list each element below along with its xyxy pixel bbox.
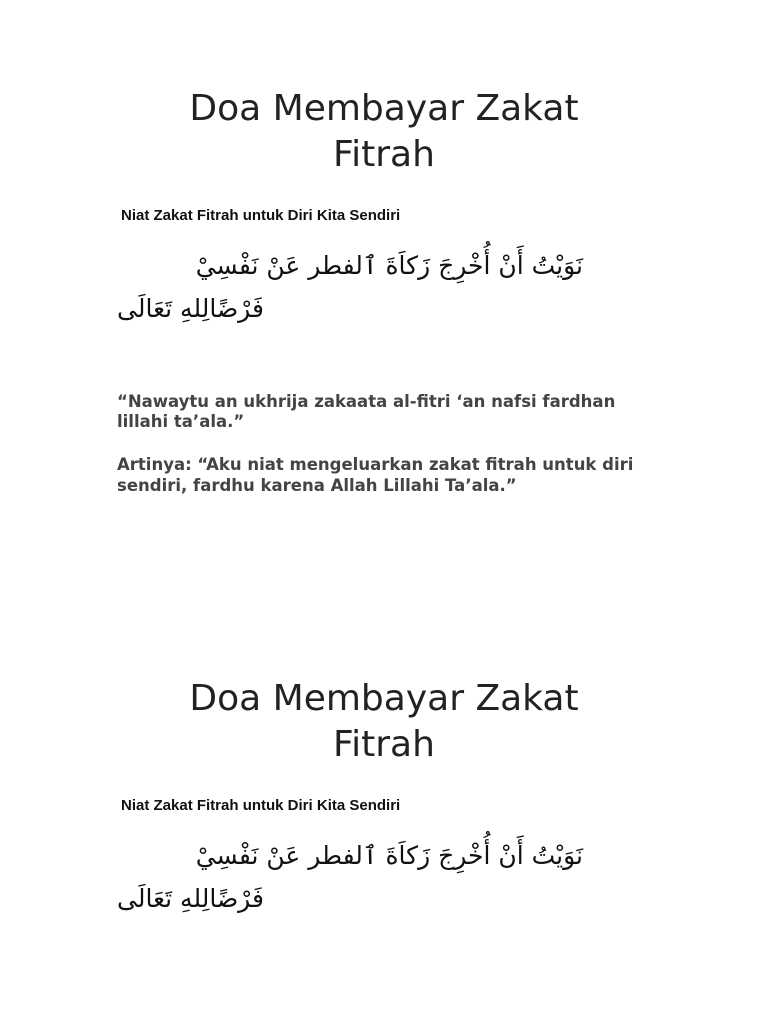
transliteration-text: “Nawaytu an ukhrija zakaata al-fitri ‘an nafsi fardhan lillahi ta’ala.” (117, 392, 616, 431)
doa-section-2 (0, 676, 768, 920)
meaning-text: Artinya: “Aku niat mengeluarkan zakat fitrah untuk diri sendiri, fardhu karena Allah Lillahi Ta’ala.” (117, 455, 634, 495)
doa-section-1 (0, 86, 768, 496)
arabic-text-block (117, 244, 583, 330)
arabic-line-1: نَوَيْتُ أَنْ أُخْرِجَ زَكاَةَ ٱلفطر عَنْ نَفْسِيْ (195, 251, 583, 280)
section-subtitle-repeat: Niat Zakat Fitrah untuk Diri Kita Sendiri (121, 797, 401, 814)
page-title: Doa Membayar Zakat Fitrah (189, 88, 579, 175)
arabic-line-2-repeat: فَرْضًالِلهِ تَعَالَى (117, 884, 264, 913)
arabic-text-block-repeat (117, 834, 583, 920)
arabic-line-1-repeat: نَوَيْتُ أَنْ أُخْرِجَ زَكاَةَ ٱلفطر عَنْ نَفْسِيْ (195, 841, 583, 870)
page-title-repeat: Doa Membayar Zakat Fitrah (189, 678, 579, 765)
arabic-line-2: فَرْضًالِلهِ تَعَالَى (117, 294, 264, 323)
section-subtitle: Niat Zakat Fitrah untuk Diri Kita Sendiri (121, 207, 401, 224)
